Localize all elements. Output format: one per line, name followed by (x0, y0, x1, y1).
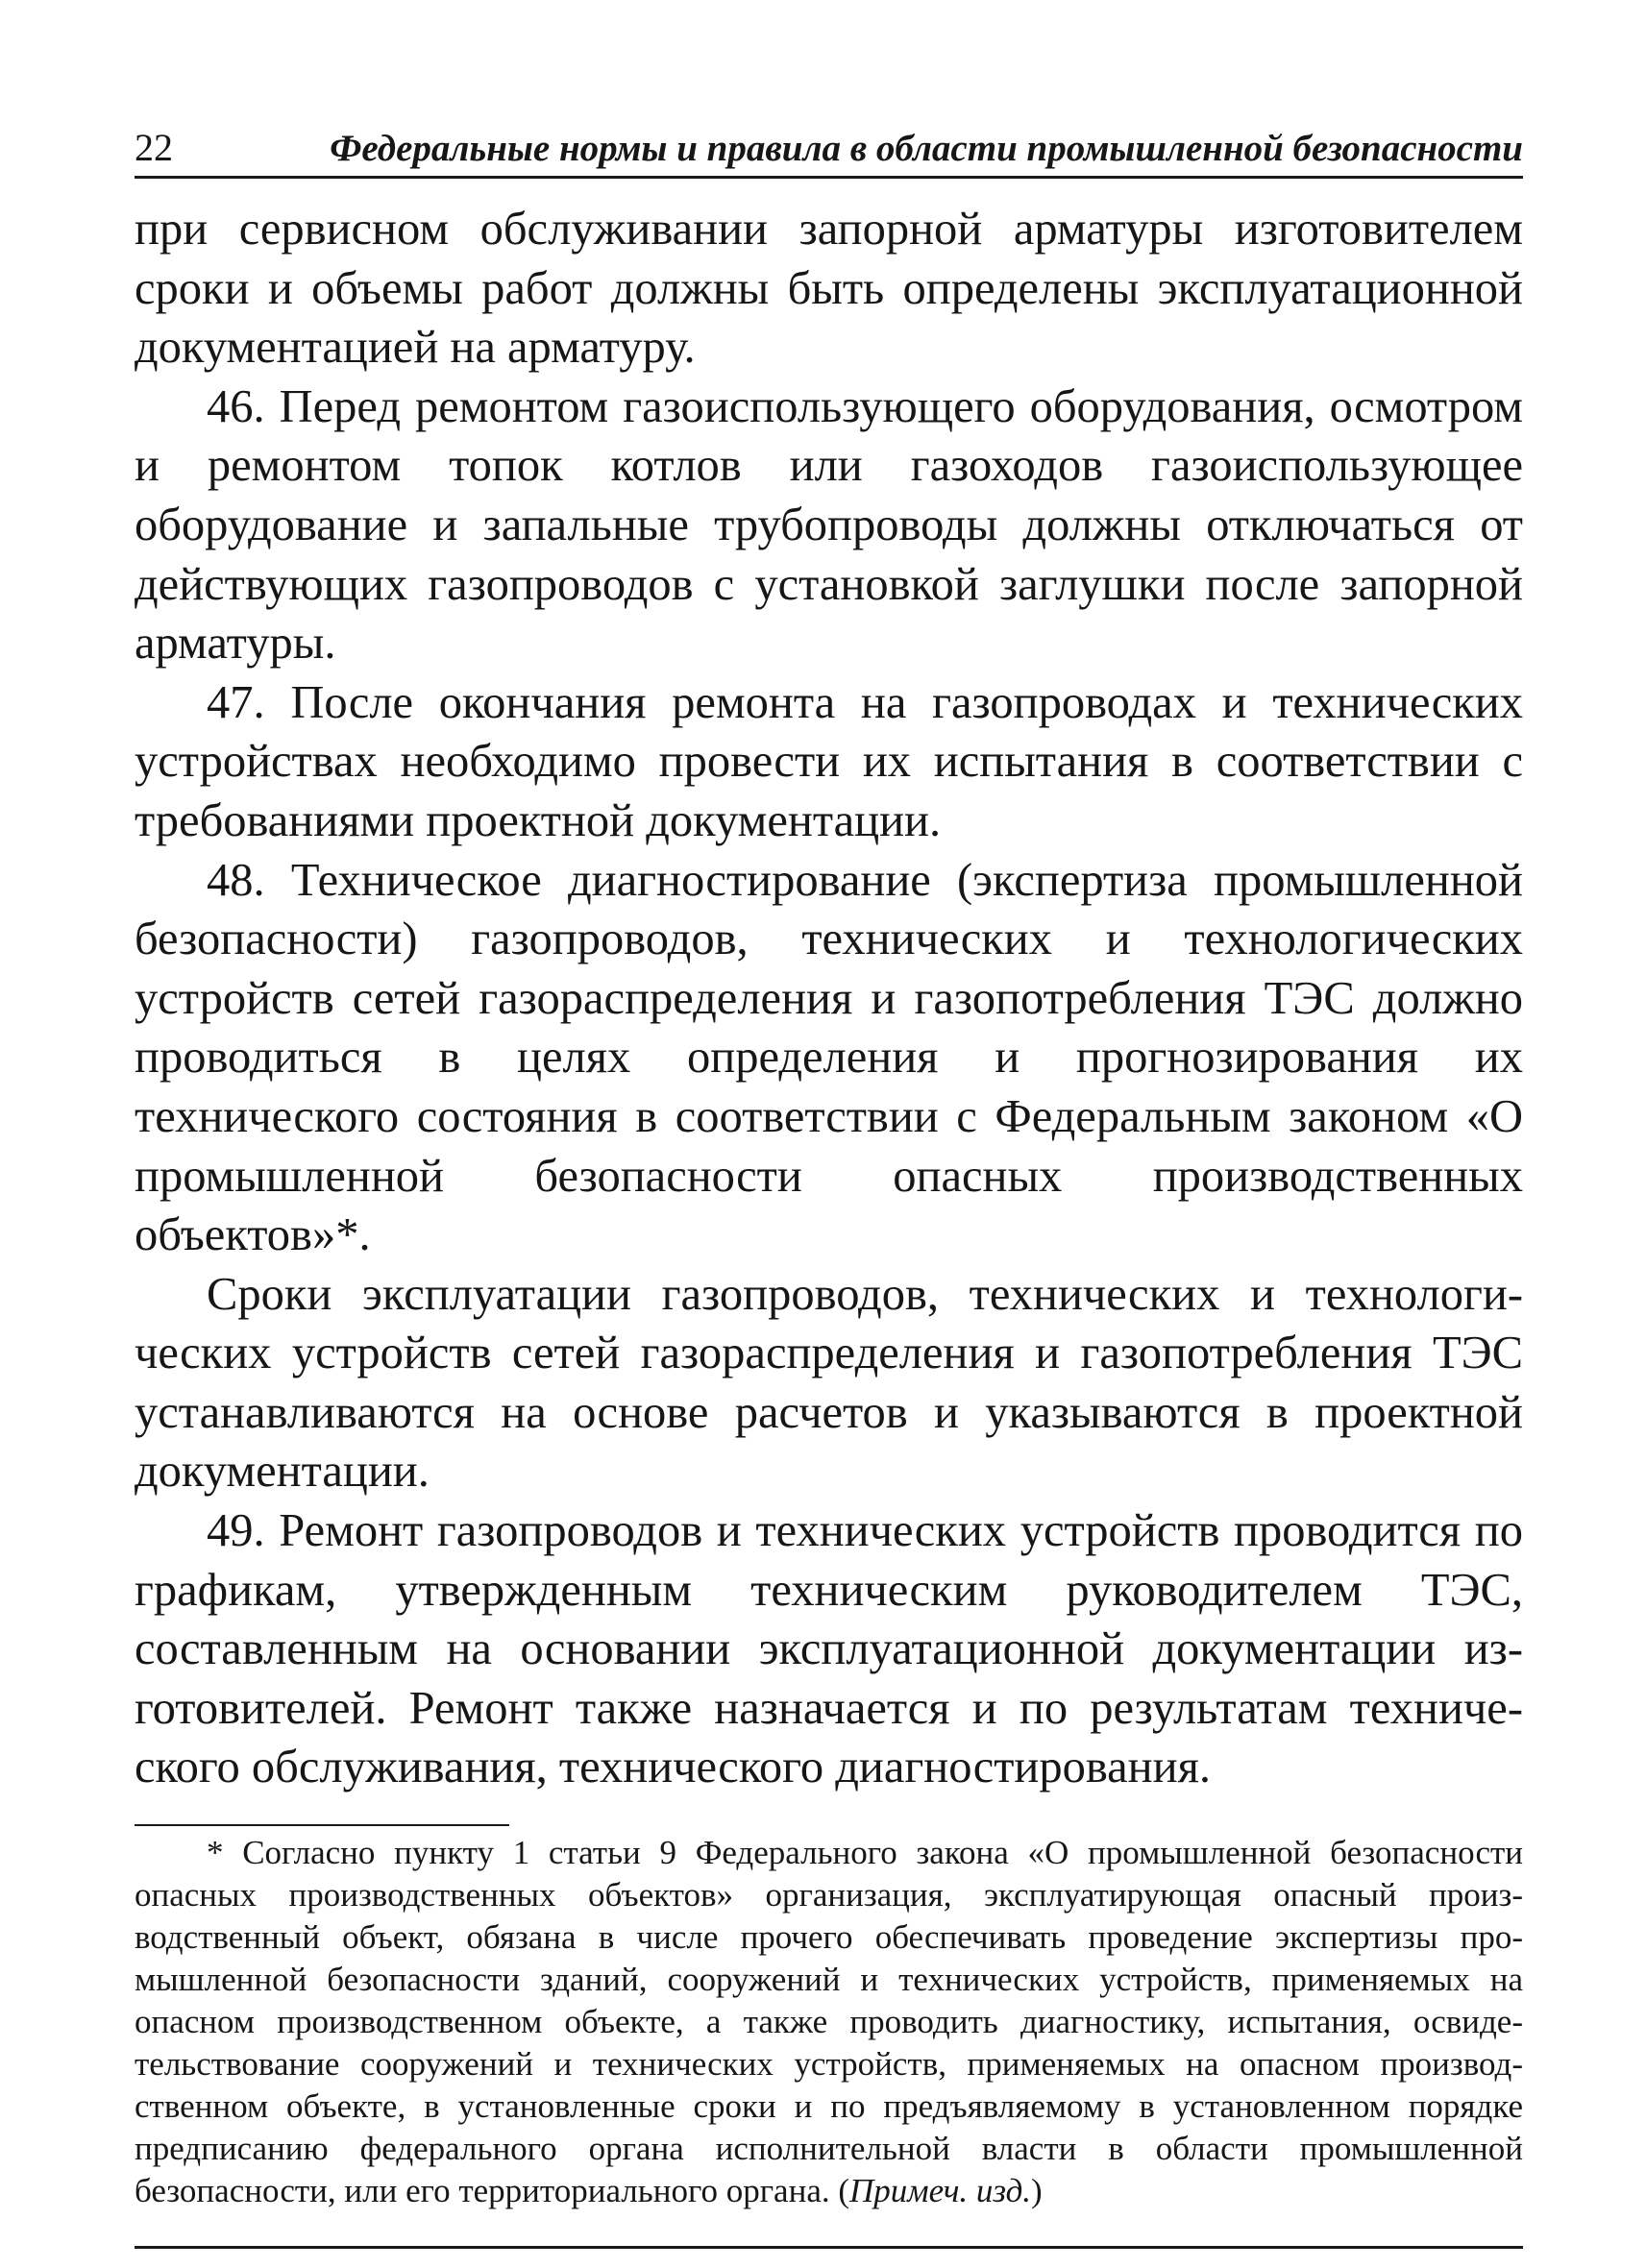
paragraph-continuation: при сервисном обслуживании запорной арматуры изготовителем сроки и объемы работ должны быть определены эксплуатационной документацией на арматуру. (135, 204, 1523, 374)
footnote (135, 1832, 1523, 2212)
paragraph-47: 47. После окончания ремонта на газопроводах и технических устройствах необходимо провести их испытания в соответствии с требованиями проектной документации. (135, 676, 1523, 846)
paragraph-49: 49. Ремонт газопроводов и технических устройств проводится по графикам, утвержденным техническим руководителем ТЭС, составленным на основании эксплуатационной документации изготовителей. Ремонт также назначается и по результатам технического обслуживания, технического диагностирования. (135, 1505, 1523, 1793)
footnote-closing: ) (1031, 2172, 1043, 2210)
running-title: Федеральные нормы и правила в области промышленной безопасности (330, 128, 1523, 169)
editor-note-label: Примеч. изд. (849, 2172, 1032, 2210)
bottom-rule (135, 2246, 1523, 2249)
running-header (135, 125, 1523, 179)
footnote-separator (135, 1824, 509, 1826)
paragraph-46: 46. Перед ремонтом газоиспользующего оборудования, осмотром и ремонтом топок котлов или газоходов газоиспользующее оборудование и запальные трубопроводы должны отключаться от действующих газопроводов с установкой заглушки после запорной арматуры. (135, 380, 1523, 670)
paragraph-48: 48. Техническое диагностирование (экспертиза промышленной безопасности) газопроводов, технических и технологических устройств сетей газораспределения и газопотребления ТЭС должно проводиться в целях определения и прогнозирования их технического состояния в соответствии с Федеральным законом «О промышленной безопасности опасных производственных объектов»*. (135, 854, 1523, 1261)
page-number: 22 (135, 126, 173, 169)
paragraph-service-life: Сроки эксплуатации газопроводов, технических и технологических устройств сетей газораспределения и газопотребления ТЭС устанавливаются на основе расчетов и указываются в проектной документации. (135, 1268, 1523, 1498)
footnote-text: * Согласно пункту 1 статьи 9 Федерального закона «О промышленной безопасности опасных производственных объектов» организация, эксплуатирующая опасный производственный объект, обязана в числе прочего обеспечивать проведение экспертизы промышленной безопасности зданий, сооружений и технических устройств, применяемых на опасном производственном объекте, а также проводить диагностику, испытания, освидетельствование сооружений и технических устройств, применяемых на опасном производственном объекте, в установленные сроки и по предъявляемому в установленном порядке предписанию федерального органа исполнительной власти в области промышленной безопасности, или его территориального органа. ( (135, 1834, 1523, 2210)
body-text (135, 200, 1523, 1797)
document-page (135, 125, 1523, 2249)
